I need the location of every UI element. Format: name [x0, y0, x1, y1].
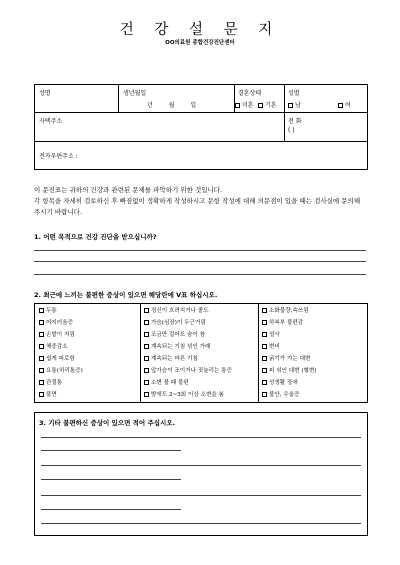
checkbox-icon	[39, 356, 44, 361]
gender-label: 성별	[288, 90, 300, 97]
birth-units: 년 월 일	[147, 102, 197, 109]
symptom-label: 변비	[269, 344, 280, 350]
symptom-label: 체중감소	[46, 344, 68, 350]
symptom-option[interactable]	[144, 378, 189, 386]
answer-line[interactable]	[41, 509, 181, 510]
checkbox-icon	[262, 320, 267, 325]
symptom-label: 손발이 저림	[46, 332, 75, 338]
name-label: 성명	[39, 90, 51, 97]
address-label: 자택주소	[39, 118, 63, 125]
checkbox-icon	[39, 320, 44, 325]
symptom-label: 앞가슴이 조이거나 짓눌리는 통증	[151, 368, 232, 374]
checkbox-icon	[144, 308, 149, 313]
gender-option-male[interactable]: 남	[288, 100, 301, 109]
checkbox-icon	[258, 103, 263, 108]
checkbox-icon	[262, 380, 267, 385]
checkbox-icon	[144, 356, 149, 361]
gender-option-female[interactable]: 여	[338, 100, 351, 109]
symptom-option[interactable]	[39, 330, 75, 338]
checkbox-icon	[235, 103, 240, 108]
symptom-label: 정신이 흐려지거나 졸도	[151, 308, 209, 314]
symptom-option[interactable]	[262, 366, 317, 374]
answer-line[interactable]	[41, 479, 181, 480]
question-1: 1. 어떤 목적으로 건강 진단을 받으십니까?	[34, 233, 157, 241]
checkbox-icon	[39, 368, 44, 373]
checkbox-icon	[144, 392, 149, 397]
symptom-option[interactable]	[262, 342, 280, 350]
checkbox-icon	[144, 320, 149, 325]
symptom-label: 굵기가 가는 대변	[269, 356, 311, 362]
phone-label: 전 화	[288, 118, 302, 125]
symptom-option[interactable]	[262, 390, 300, 398]
symptom-label: 피 섞인 대변 (혈변)	[269, 368, 317, 374]
checkbox-icon	[39, 392, 44, 397]
checkbox-icon	[262, 368, 267, 373]
symptom-label: 가슴(심장)이 두근거림	[151, 320, 206, 326]
checkbox-icon	[262, 344, 267, 349]
question-3: 3. 기타 불편하신 증상이 있으면 적어 주십시오.	[39, 419, 176, 427]
symptom-label: 불안, 우울증	[269, 392, 300, 398]
symptom-label: 두통	[46, 308, 57, 314]
symptom-option[interactable]	[144, 330, 205, 338]
checkbox-icon	[262, 356, 267, 361]
symptom-option[interactable]	[39, 354, 75, 362]
checkbox-icon	[39, 308, 44, 313]
checkbox-icon	[39, 380, 44, 385]
symptom-option[interactable]	[39, 378, 62, 386]
answer-line[interactable]	[34, 274, 366, 275]
checkbox-icon	[39, 344, 44, 349]
phone-paren: ( )	[288, 127, 295, 134]
marital-option-single[interactable]: 미혼	[235, 100, 254, 109]
symptom-option[interactable]	[262, 378, 298, 386]
answer-line[interactable]	[34, 250, 366, 251]
symptom-label: 성생활 장애	[269, 380, 298, 386]
symptom-option[interactable]	[144, 318, 206, 326]
checkbox-icon	[338, 103, 343, 108]
checkbox-icon	[288, 103, 293, 108]
symptom-label: 불면	[46, 392, 57, 398]
question-2: 2. 최근에 느끼는 불편한 증상이 있으면 해당란에 V표 하십시오.	[34, 291, 218, 299]
marital-label: 결혼상태	[238, 90, 262, 97]
symptom-option[interactable]	[262, 354, 310, 362]
answer-line[interactable]	[41, 523, 361, 524]
email-label: 전자우편주소 :	[39, 153, 78, 160]
symptom-label: 하복부 불편감	[269, 320, 304, 326]
symptom-label: 소화불량,속쓰림	[269, 308, 309, 314]
page-subtitle: OO의료원 종합건강진단센터	[165, 40, 235, 46]
checkbox-icon	[144, 344, 149, 349]
intro-line: 이 문진표는 귀하의 건강과 관련된 문제를 파악하기 위한 것입니다.	[34, 186, 223, 194]
symptom-label: 소변 볼 때 불편	[151, 380, 189, 386]
symptom-label: 관절통	[46, 380, 63, 386]
answer-line[interactable]	[41, 450, 181, 451]
symptom-option[interactable]	[39, 318, 73, 326]
symptom-label: 계속되는 기침 섞인 가래	[151, 344, 211, 350]
checkbox-icon	[262, 392, 267, 397]
personal-info-table	[34, 84, 368, 170]
checkbox-icon	[262, 332, 267, 337]
symptom-label: 밤에도 2~3회 이상 소변을 봄	[151, 392, 224, 398]
checkbox-icon	[144, 380, 149, 385]
symptom-label: 쉽게 피로함	[46, 356, 75, 362]
symptom-option[interactable]	[262, 306, 309, 314]
checkbox-icon	[262, 308, 267, 313]
symptom-option[interactable]	[39, 306, 57, 314]
checkbox-icon	[144, 368, 149, 373]
symptom-option[interactable]	[39, 366, 83, 374]
symptom-option[interactable]	[144, 306, 209, 314]
page-title: 건 강 설 문 지	[119, 22, 281, 38]
answer-line[interactable]	[41, 437, 361, 438]
symptom-label: 계속되는 마른 기침	[151, 356, 198, 362]
symptom-label: 설사	[269, 332, 280, 338]
answer-line[interactable]	[41, 465, 361, 466]
answer-line[interactable]	[34, 261, 366, 262]
symptom-option[interactable]	[144, 366, 232, 374]
symptom-option[interactable]	[39, 342, 68, 350]
symptom-option[interactable]	[144, 354, 198, 362]
symptom-option[interactable]	[262, 330, 280, 338]
other-symptoms-box	[34, 412, 368, 536]
symptom-label: 조금만 걸어도 숨이 참	[151, 332, 205, 338]
intro-text	[34, 185, 368, 218]
symptom-option[interactable]	[144, 342, 210, 350]
symptom-option[interactable]	[144, 390, 224, 398]
birth-label: 생년월일	[123, 90, 147, 97]
symptom-label: 요통(허리통증)	[46, 368, 83, 374]
intro-line: 각 항목을 자세히 검토하신 후 빠짐없이 정확하게 작성하시고 문항 작성에 대해 의문점이 있을 때는 검사실에 문의해 주시기 바랍니다.	[34, 197, 361, 216]
checkbox-icon	[144, 332, 149, 337]
marital-option-married[interactable]: 기혼	[258, 100, 277, 109]
checkbox-icon	[39, 332, 44, 337]
symptom-option[interactable]	[39, 390, 57, 398]
symptom-checklist	[34, 303, 368, 403]
symptom-label: 어지러움증	[46, 320, 74, 326]
answer-line[interactable]	[41, 495, 361, 496]
symptom-option[interactable]	[262, 318, 303, 326]
